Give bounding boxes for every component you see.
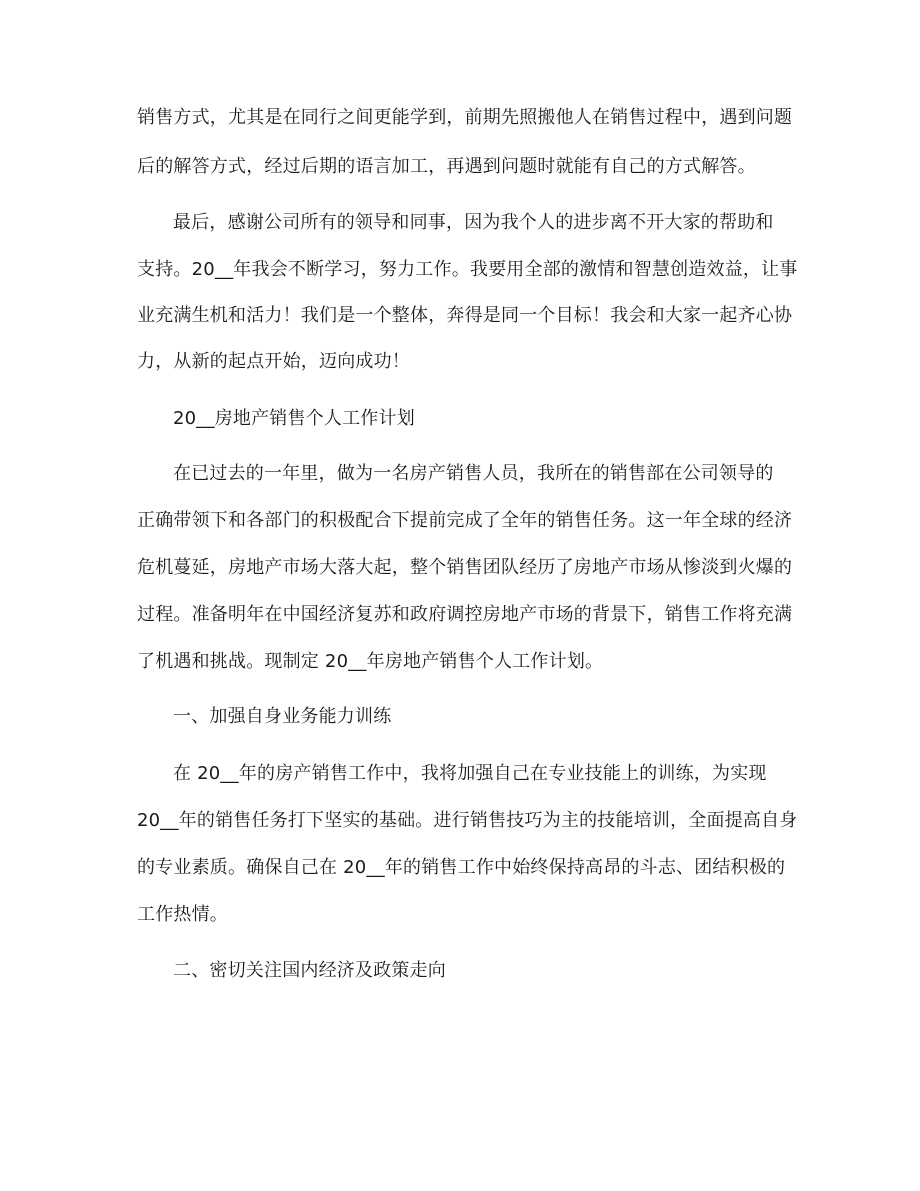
section-heading: 一、加强自身业务能力训练 [173, 706, 392, 727]
paragraph-line: 的专业素质。确保自己在 20__年的销售工作中始终保持高昂的斗志、团结积极的 [137, 857, 786, 878]
paragraph-line: 在 20__年的房产销售工作中，我将加强自己在专业技能上的训练，为实现 [173, 763, 767, 784]
paragraph-line: 销售方式，尤其是在同行之间更能学到，前期先照搬他人在销售过程中，遇到问题 [137, 107, 793, 128]
paragraph-line: 了机遇和挑战。现制定 20__年房地产销售个人工作计划。 [137, 651, 604, 672]
paragraph-line: 后的解答方式，经过后期的语言加工，再遇到问题时就能有自己的方式解答。 [137, 156, 756, 177]
section-heading: 二、密切关注国内经济及政策走向 [173, 960, 446, 981]
paragraph-line: 正确带领下和各部门的积极配合下提前完成了全年的销售任务。这一年全球的经济 [137, 510, 793, 531]
paragraph-line: 过程。准备明年在中国经济复苏和政府调控房地产市场的背景下，销售工作将充满 [137, 604, 793, 625]
paragraph-line: 支持。20__年我会不断学习，努力工作。我要用全部的激情和智慧创造效益，让事 [137, 259, 798, 280]
section-title: 20__房地产销售个人工作计划 [173, 408, 415, 429]
paragraph-line: 在已过去的一年里，做为一名房产销售人员，我所在的销售部在公司领导的 [173, 463, 774, 484]
paragraph-line: 工作热情。 [137, 904, 228, 925]
paragraph-line: 力，从新的起点开始，迈向成功！ [137, 351, 410, 372]
paragraph-line: 最后，感谢公司所有的领导和同事，因为我个人的进步离不开大家的帮助和 [173, 212, 774, 233]
paragraph-line: 20__年的销售任务打下坚实的基础。进行销售技巧为主的技能培训，全面提高自身 [137, 810, 798, 831]
paragraph-line: 业充满生机和活力！我们是一个整体，奔得是同一个目标！我会和大家一起齐心协 [137, 305, 793, 326]
paragraph-line: 危机蔓延，房地产市场大落大起，整个销售团队经历了房地产市场从惨淡到火爆的 [137, 557, 793, 578]
